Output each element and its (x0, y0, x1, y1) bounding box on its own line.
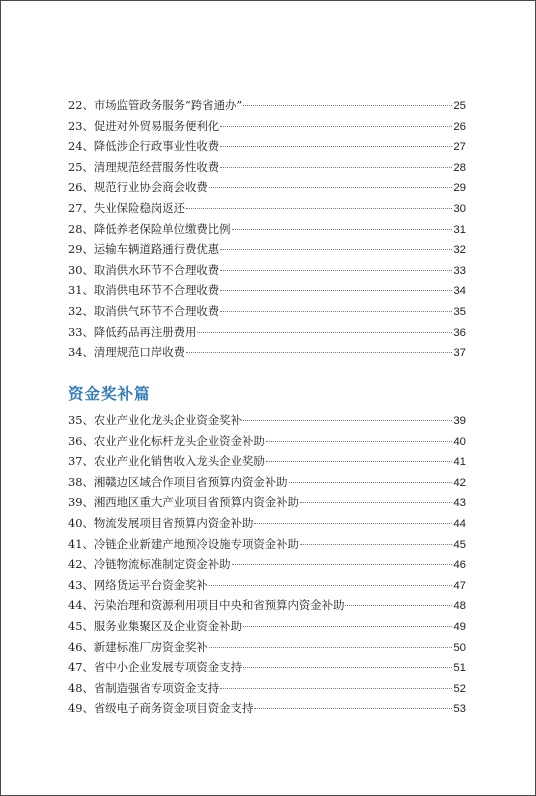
toc-entry[interactable] (68, 492, 466, 513)
toc-entry-title: 40、物流发展项目省预算内资金补助 (68, 515, 254, 530)
toc-entry-page-number: 41 (453, 456, 466, 469)
toc-entry[interactable] (68, 616, 466, 637)
toc-entry[interactable] (68, 157, 466, 178)
toc-entry[interactable] (68, 637, 466, 658)
section-heading-subsidies: 资金奖补篇 (68, 385, 151, 403)
toc-entry[interactable] (68, 657, 466, 678)
dot-leader (243, 667, 452, 668)
toc-entry[interactable] (68, 260, 466, 281)
toc-entry[interactable] (68, 177, 466, 198)
toc-entry-title: 31、取消供电环节不合理收费 (68, 283, 220, 298)
toc-entry-title: 34、清理规范口岸收费 (68, 345, 186, 360)
toc-entry[interactable] (68, 451, 466, 472)
dot-leader (266, 461, 453, 462)
toc-entry-title: 35、农业产业化龙头企业资金奖补 (68, 413, 242, 427)
dot-leader (220, 249, 452, 250)
toc-entry-title: 42、冷链物流标准制定资金补助 (68, 557, 231, 572)
toc-entry-title: 48、省制造强省专项资金支持 (68, 680, 220, 695)
toc-list-fee-reduction (68, 95, 466, 363)
toc-entry-page-number: 53 (453, 703, 466, 716)
toc-entry-title: 22、市场监管政务服务“跨省通办” (68, 98, 243, 112)
toc-entry-title: 26、规范行业协会商会收费 (68, 180, 208, 195)
toc-entry-title: 24、降低涉企行政事业性收费 (68, 139, 220, 154)
toc-entry[interactable] (68, 95, 466, 116)
toc-entry-page-number: 50 (453, 641, 466, 654)
dot-leader (220, 126, 452, 127)
toc-entry[interactable] (68, 678, 466, 699)
toc-entry-page-number: 35 (453, 305, 466, 318)
toc-entry-title: 32、取消供气环节不合理收费 (68, 303, 220, 318)
dot-leader (232, 564, 453, 565)
toc-entry[interactable] (68, 219, 466, 240)
toc-entry-page-number: 44 (453, 517, 466, 530)
dot-leader (186, 208, 452, 209)
toc-entry-title: 25、清理规范经营服务性收费 (68, 159, 220, 174)
dot-leader (220, 146, 452, 147)
dot-leader (289, 482, 453, 483)
toc-entry[interactable] (68, 301, 466, 322)
toc-entry-page-number: 51 (453, 662, 466, 675)
toc-entry[interactable] (68, 322, 466, 343)
toc-entry-title: 43、网络货运平台资金奖补 (68, 577, 208, 592)
toc-entry-page-number: 33 (453, 264, 466, 277)
toc-entry-title: 47、省中小企业发展专项资金支持 (68, 660, 242, 675)
toc-entry-page-number: 36 (453, 326, 466, 339)
toc-entry-title: 45、服务业集聚区及企业资金补助 (68, 618, 242, 633)
toc-entry[interactable] (68, 239, 466, 260)
toc-entry[interactable] (68, 575, 466, 596)
toc-entry-title: 49、省级电子商务资金项目资金支持 (68, 701, 254, 716)
toc-entry-page-number: 39 (453, 415, 466, 427)
toc-entry-page-number: 45 (453, 538, 466, 551)
toc-entry-page-number: 43 (453, 497, 466, 510)
toc-entry-page-number: 48 (453, 600, 466, 613)
toc-entry[interactable] (68, 431, 466, 452)
dot-leader (220, 290, 452, 291)
dot-leader (243, 420, 452, 421)
toc-entry-page-number: 28 (453, 161, 466, 174)
toc-entry-page-number: 27 (453, 141, 466, 154)
toc-entry-title: 41、冷链企业新建产地预冷设施专项资金补助 (68, 536, 299, 551)
toc-entry-page-number: 47 (453, 579, 466, 592)
toc-entry-title: 27、失业保险稳岗返还 (68, 200, 186, 215)
toc-entry-title: 23、促进对外贸易服务便利化 (68, 118, 220, 133)
dot-leader (300, 544, 452, 545)
toc-entry-title: 37、农业产业化销售收入龙头企业奖励 (68, 454, 265, 469)
toc-entry[interactable] (68, 410, 466, 431)
toc-entry[interactable] (68, 280, 466, 301)
toc-entry-page-number: 42 (453, 476, 466, 489)
toc-entry-page-number: 29 (453, 182, 466, 195)
toc-entry-title: 29、运输车辆道路通行费优惠 (68, 242, 220, 257)
toc-entry-page-number: 32 (453, 244, 466, 257)
dot-leader (197, 332, 452, 333)
toc-entry[interactable] (68, 554, 466, 575)
toc-entry-page-number: 25 (453, 100, 466, 112)
dot-leader (220, 167, 452, 168)
toc-entry[interactable] (68, 342, 466, 363)
toc-entry-page-number: 30 (453, 202, 466, 215)
toc-entry[interactable] (68, 698, 466, 719)
toc-entry-title: 38、湘赣边区域合作项目省预算内资金补助 (68, 474, 288, 489)
dot-leader (300, 502, 452, 503)
toc-entry-title: 30、取消供水环节不合理收费 (68, 262, 220, 277)
dot-leader (266, 441, 453, 442)
dot-leader (209, 187, 453, 188)
dot-leader (243, 626, 452, 627)
dot-leader (209, 585, 453, 586)
dot-leader (220, 311, 452, 312)
toc-entry-title: 33、降低药品再注册费用 (68, 324, 197, 339)
toc-entry[interactable] (68, 136, 466, 157)
toc-entry-page-number: 40 (453, 435, 466, 448)
toc-entry[interactable] (68, 198, 466, 219)
toc-entry-title: 39、湘西地区重大产业项目省预算内资金补助 (68, 495, 299, 510)
dot-leader (209, 647, 453, 648)
dot-leader (254, 523, 452, 524)
dot-leader (254, 708, 452, 709)
toc-entry-page-number: 52 (453, 682, 466, 695)
toc-entry-page-number: 34 (453, 285, 466, 298)
dot-leader (186, 352, 452, 353)
toc-list-subsidies (68, 410, 466, 719)
toc-entry[interactable] (68, 513, 466, 534)
dot-leader (345, 605, 452, 606)
toc-entry-page-number: 49 (453, 620, 466, 633)
toc-entry-page-number: 46 (453, 559, 466, 572)
toc-entry-page-number: 37 (453, 347, 466, 360)
toc-entry[interactable] (68, 472, 466, 493)
toc-entry-page-number: 26 (453, 120, 466, 133)
toc-entry[interactable] (68, 116, 466, 137)
toc-entry[interactable] (68, 595, 466, 616)
toc-entry-page-number: 31 (453, 223, 466, 236)
toc-entry-title: 44、污染治理和资源利用项目中央和省预算内资金补助 (68, 598, 345, 613)
dot-leader (232, 229, 453, 230)
toc-entry-title: 46、新建标准厂房资金奖补 (68, 639, 208, 654)
toc-entry[interactable] (68, 534, 466, 555)
dot-leader (243, 105, 452, 106)
dot-leader (220, 688, 452, 689)
toc-entry-title: 36、农业产业化标杆龙头企业资金补助 (68, 433, 265, 448)
toc-entry-title: 28、降低养老保险单位缴费比例 (68, 221, 231, 236)
dot-leader (220, 270, 452, 271)
